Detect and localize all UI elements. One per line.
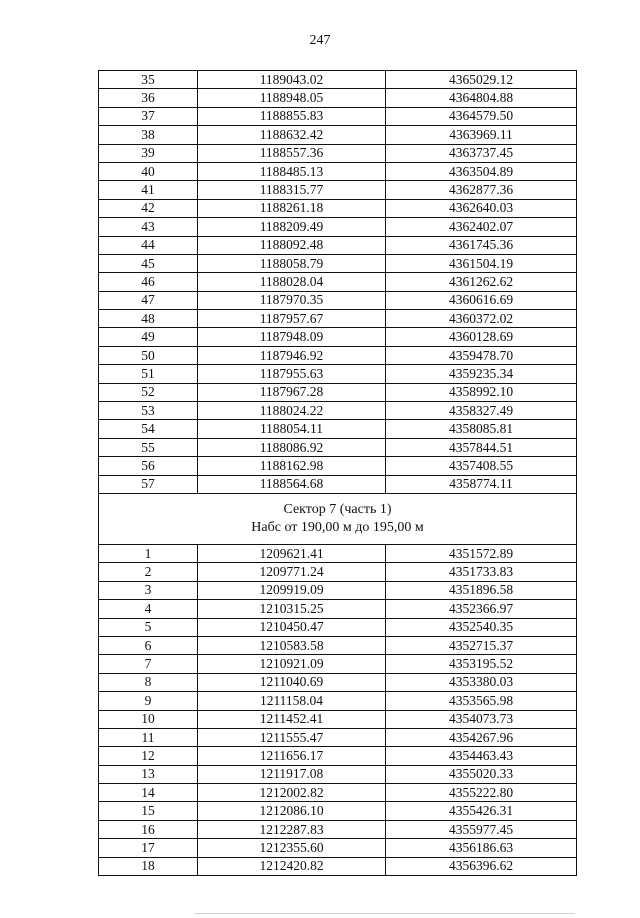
coordinate-x-cell: 1212086.10 [198, 802, 386, 820]
table-row [99, 126, 577, 144]
table-row [99, 273, 577, 291]
coordinate-y-cell: 4353565.98 [386, 692, 577, 710]
table-row [99, 857, 577, 875]
coordinate-x-cell: 1212420.82 [198, 857, 386, 875]
coordinate-y-cell: 4362877.36 [386, 181, 577, 199]
coordinate-x-cell: 1188028.04 [198, 273, 386, 291]
coordinate-y-cell: 4353380.03 [386, 673, 577, 691]
point-number-cell: 52 [99, 383, 198, 401]
table-row [99, 144, 577, 162]
point-number-cell: 35 [99, 71, 198, 89]
coordinate-y-cell: 4355020.33 [386, 765, 577, 783]
coordinate-y-cell: 4353195.52 [386, 655, 577, 673]
coordinate-y-cell: 4364579.50 [386, 107, 577, 125]
coordinate-x-cell: 1188209.49 [198, 218, 386, 236]
table-row [99, 747, 577, 765]
point-number-cell: 57 [99, 475, 198, 493]
coordinate-y-cell: 4352366.97 [386, 600, 577, 618]
table-row [99, 365, 577, 383]
coordinate-x-cell: 1188855.83 [198, 107, 386, 125]
point-number-cell: 2 [99, 563, 198, 581]
point-number-cell: 43 [99, 218, 198, 236]
table-row [99, 310, 577, 328]
point-number-cell: 17 [99, 839, 198, 857]
coordinate-x-cell: 1188485.13 [198, 162, 386, 180]
table-row [99, 544, 577, 562]
section-header-cell [99, 493, 577, 544]
point-number-cell: 1 [99, 544, 198, 562]
coordinate-y-cell: 4355977.45 [386, 820, 577, 838]
point-number-cell: 7 [99, 655, 198, 673]
point-number-cell: 49 [99, 328, 198, 346]
coordinate-y-cell: 4351733.83 [386, 563, 577, 581]
point-number-cell: 45 [99, 254, 198, 272]
coordinate-x-cell: 1188162.98 [198, 457, 386, 475]
table-row [99, 218, 577, 236]
coordinate-x-cell: 1212287.83 [198, 820, 386, 838]
coordinate-y-cell: 4351572.89 [386, 544, 577, 562]
table-row [99, 692, 577, 710]
coordinate-x-cell: 1211158.04 [198, 692, 386, 710]
point-number-cell: 42 [99, 199, 198, 217]
coordinate-y-cell: 4358085.81 [386, 420, 577, 438]
section-subtitle: Набс от 190,00 м до 195,00 м [251, 519, 424, 535]
coordinate-x-cell: 1211555.47 [198, 728, 386, 746]
coordinate-x-cell: 1188948.05 [198, 89, 386, 107]
point-number-cell: 11 [99, 728, 198, 746]
table-row [99, 402, 577, 420]
coordinate-x-cell: 1211452.41 [198, 710, 386, 728]
coordinate-x-cell: 1187967.28 [198, 383, 386, 401]
coordinate-x-cell: 1189043.02 [198, 71, 386, 89]
table-row [99, 618, 577, 636]
point-number-cell: 54 [99, 420, 198, 438]
point-number-cell: 50 [99, 346, 198, 364]
page-number: 247 [309, 33, 331, 48]
table-row [99, 291, 577, 309]
coordinate-x-cell: 1188092.48 [198, 236, 386, 254]
point-number-cell: 37 [99, 107, 198, 125]
table-row [99, 254, 577, 272]
coordinate-y-cell: 4362640.03 [386, 199, 577, 217]
table-row [99, 328, 577, 346]
coordinate-y-cell: 4360616.69 [386, 291, 577, 309]
table-row [99, 199, 577, 217]
coordinate-x-cell: 1209919.09 [198, 581, 386, 599]
coordinate-x-cell: 1211040.69 [198, 673, 386, 691]
section-title: Сектор 7 (часть 1) [283, 501, 392, 517]
point-number-cell: 55 [99, 438, 198, 456]
coordinate-y-cell: 4360128.69 [386, 328, 577, 346]
coordinate-y-cell: 4358992.10 [386, 383, 577, 401]
coordinate-y-cell: 4354073.73 [386, 710, 577, 728]
point-number-cell: 40 [99, 162, 198, 180]
table-row [99, 181, 577, 199]
coordinate-x-cell: 1188557.36 [198, 144, 386, 162]
coordinate-x-cell: 1188086.92 [198, 438, 386, 456]
coordinate-x-cell: 1212355.60 [198, 839, 386, 857]
coordinate-x-cell: 1210583.58 [198, 636, 386, 654]
coordinate-x-cell: 1210450.47 [198, 618, 386, 636]
coordinate-x-cell: 1211656.17 [198, 747, 386, 765]
coordinate-y-cell: 4359235.34 [386, 365, 577, 383]
coordinate-y-cell: 4358774.11 [386, 475, 577, 493]
table-row [99, 383, 577, 401]
coordinate-x-cell: 1188261.18 [198, 199, 386, 217]
table-row [99, 475, 577, 493]
coordinate-y-cell: 4361504.19 [386, 254, 577, 272]
coordinates-table [98, 70, 577, 876]
table-row [99, 728, 577, 746]
coordinate-y-cell: 4361745.36 [386, 236, 577, 254]
table-row [99, 236, 577, 254]
point-number-cell: 10 [99, 710, 198, 728]
coordinate-x-cell: 1187955.63 [198, 365, 386, 383]
table-row [99, 457, 577, 475]
point-number-cell: 13 [99, 765, 198, 783]
coordinate-y-cell: 4355222.80 [386, 784, 577, 802]
point-number-cell: 18 [99, 857, 198, 875]
point-number-cell: 36 [99, 89, 198, 107]
point-number-cell: 38 [99, 126, 198, 144]
coordinate-y-cell: 4351896.58 [386, 581, 577, 599]
page-bottom-rule [195, 913, 575, 914]
coordinate-x-cell: 1187948.09 [198, 328, 386, 346]
coordinate-y-cell: 4360372.02 [386, 310, 577, 328]
coordinate-y-cell: 4359478.70 [386, 346, 577, 364]
coordinate-x-cell: 1210315.25 [198, 600, 386, 618]
coordinate-x-cell: 1188315.77 [198, 181, 386, 199]
coordinate-x-cell: 1212002.82 [198, 784, 386, 802]
table-row [99, 820, 577, 838]
coordinate-x-cell: 1187970.35 [198, 291, 386, 309]
table-row [99, 655, 577, 673]
point-number-cell: 5 [99, 618, 198, 636]
coordinate-y-cell: 4352540.35 [386, 618, 577, 636]
coordinate-y-cell: 4363737.45 [386, 144, 577, 162]
coordinate-x-cell: 1188564.68 [198, 475, 386, 493]
table-row [99, 346, 577, 364]
coordinate-y-cell: 4356186.63 [386, 839, 577, 857]
table-row [99, 107, 577, 125]
table-row [99, 600, 577, 618]
coordinate-y-cell: 4354463.43 [386, 747, 577, 765]
coordinate-x-cell: 1188024.22 [198, 402, 386, 420]
table-row [99, 802, 577, 820]
coordinate-x-cell: 1209621.41 [198, 544, 386, 562]
coordinate-x-cell: 1188054.11 [198, 420, 386, 438]
coordinate-x-cell: 1188058.79 [198, 254, 386, 272]
coordinate-y-cell: 4362402.07 [386, 218, 577, 236]
table-row [99, 636, 577, 654]
coordinate-y-cell: 4356396.62 [386, 857, 577, 875]
coordinate-y-cell: 4352715.37 [386, 636, 577, 654]
coordinate-x-cell: 1210921.09 [198, 655, 386, 673]
table-row [99, 563, 577, 581]
point-number-cell: 3 [99, 581, 198, 599]
point-number-cell: 53 [99, 402, 198, 420]
coordinate-y-cell: 4363969.11 [386, 126, 577, 144]
section-header-row [99, 493, 577, 544]
point-number-cell: 48 [99, 310, 198, 328]
point-number-cell: 47 [99, 291, 198, 309]
table-row [99, 89, 577, 107]
point-number-cell: 4 [99, 600, 198, 618]
coordinates-table-body [99, 71, 577, 876]
table-row [99, 765, 577, 783]
point-number-cell: 12 [99, 747, 198, 765]
table-row [99, 710, 577, 728]
coordinate-y-cell: 4361262.62 [386, 273, 577, 291]
table-row [99, 420, 577, 438]
point-number-cell: 44 [99, 236, 198, 254]
coordinate-y-cell: 4357844.51 [386, 438, 577, 456]
table-row [99, 839, 577, 857]
point-number-cell: 9 [99, 692, 198, 710]
coordinate-y-cell: 4363504.89 [386, 162, 577, 180]
point-number-cell: 15 [99, 802, 198, 820]
coordinate-y-cell: 4357408.55 [386, 457, 577, 475]
coordinate-y-cell: 4358327.49 [386, 402, 577, 420]
point-number-cell: 8 [99, 673, 198, 691]
coordinate-x-cell: 1209771.24 [198, 563, 386, 581]
coordinate-x-cell: 1211917.08 [198, 765, 386, 783]
table-row [99, 162, 577, 180]
point-number-cell: 6 [99, 636, 198, 654]
point-number-cell: 41 [99, 181, 198, 199]
table-row [99, 581, 577, 599]
coordinate-x-cell: 1188632.42 [198, 126, 386, 144]
coordinate-y-cell: 4355426.31 [386, 802, 577, 820]
table-row [99, 784, 577, 802]
point-number-cell: 16 [99, 820, 198, 838]
point-number-cell: 46 [99, 273, 198, 291]
table-row [99, 438, 577, 456]
point-number-cell: 14 [99, 784, 198, 802]
point-number-cell: 39 [99, 144, 198, 162]
coordinate-y-cell: 4354267.96 [386, 728, 577, 746]
table-row [99, 71, 577, 89]
coordinate-x-cell: 1187946.92 [198, 346, 386, 364]
coordinate-y-cell: 4364804.88 [386, 89, 577, 107]
coordinate-x-cell: 1187957.67 [198, 310, 386, 328]
coordinate-y-cell: 4365029.12 [386, 71, 577, 89]
table-row [99, 673, 577, 691]
point-number-cell: 56 [99, 457, 198, 475]
point-number-cell: 51 [99, 365, 198, 383]
